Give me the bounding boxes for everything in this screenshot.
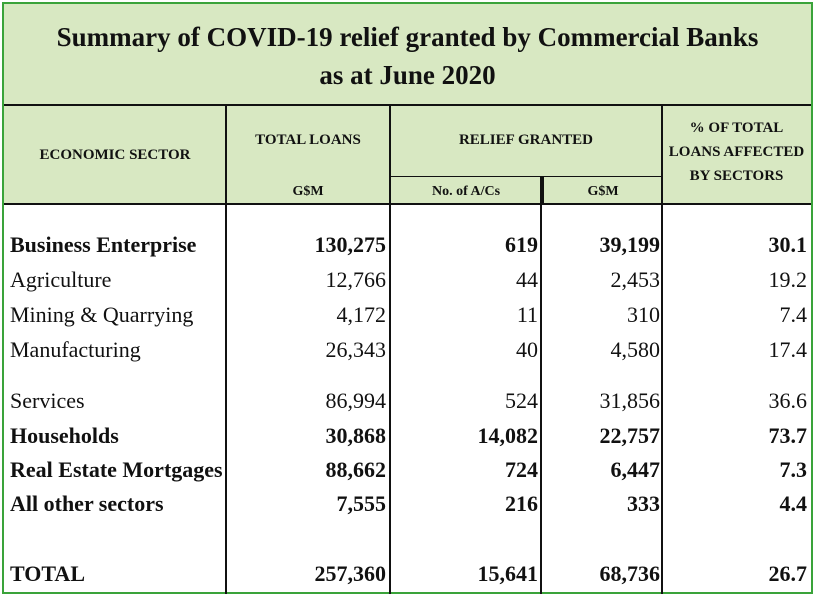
table-row [4, 384, 811, 418]
header-sector-label: ECONOMIC SECTOR [39, 146, 191, 163]
row-relief: 39,199 [599, 232, 660, 257]
title-line-1: Summary of COVID-19 relief granted by Commercial Banks [56, 22, 759, 52]
row-sector: Services [10, 388, 85, 413]
header-relief-unit: G$M [542, 176, 662, 204]
header-total-loans [226, 106, 390, 204]
table-row [4, 263, 811, 297]
row-relief: 22,757 [599, 423, 660, 448]
header-relief-accounts: No. of A/Cs [390, 176, 542, 204]
row-pct: 7.4 [779, 302, 807, 327]
row-sector: Manufacturing [10, 337, 141, 362]
header-pct-line-3: BY SECTORS [689, 168, 784, 184]
row-relief: 310 [627, 302, 660, 327]
header-relief-granted [390, 106, 662, 204]
header-bottom-rule [4, 203, 811, 205]
total-relief: 68,736 [599, 561, 660, 586]
total-row [4, 557, 811, 591]
row-accounts: 524 [505, 388, 538, 413]
row-pct: 4.4 [779, 491, 807, 516]
total-loans: 257,360 [314, 561, 386, 586]
row-total-loans: 88,662 [325, 457, 386, 482]
row-accounts: 724 [505, 457, 538, 482]
row-relief: 333 [627, 491, 660, 516]
row-relief: 6,447 [610, 457, 660, 482]
header-pct-line-2: LOANS AFFECTED [668, 144, 805, 160]
table-row [4, 487, 811, 521]
header-total-loans-label: TOTAL LOANS [255, 132, 361, 148]
row-pct: 30.1 [768, 232, 807, 257]
table-row [4, 453, 811, 487]
table-row [4, 333, 811, 367]
row-pct: 7.3 [779, 457, 807, 482]
row-relief: 4,580 [610, 337, 660, 362]
row-sector: Households [10, 423, 119, 448]
row-pct: 73.7 [768, 423, 807, 448]
table-row [4, 298, 811, 332]
header-total-loans-unit: G$M [292, 184, 324, 199]
row-sector: Business Enterprise [10, 232, 197, 257]
header-economic-sector [4, 106, 226, 204]
row-pct: 36.6 [768, 388, 807, 413]
header-pct-line-1: % OF TOTAL [689, 120, 784, 136]
row-relief: 31,856 [599, 388, 660, 413]
row-total-loans: 12,766 [325, 267, 386, 292]
row-sector: Real Estate Mortgages [10, 457, 223, 482]
row-total-loans: 86,994 [325, 388, 386, 413]
row-sector: Agriculture [10, 267, 112, 292]
row-total-loans: 30,868 [325, 423, 386, 448]
row-total-loans: 26,343 [325, 337, 386, 362]
total-label: TOTAL [10, 561, 85, 586]
row-accounts: 11 [516, 302, 538, 327]
title-line-2: as at June 2020 [319, 60, 496, 90]
table-row [4, 419, 811, 453]
table-row [4, 228, 811, 262]
row-sector: All other sectors [10, 491, 164, 516]
row-accounts: 14,082 [477, 423, 538, 448]
table-title [4, 4, 811, 106]
row-accounts: 216 [505, 491, 538, 516]
row-accounts: 44 [516, 267, 538, 292]
header-relief-label: RELIEF GRANTED [458, 132, 594, 148]
row-total-loans: 4,172 [336, 302, 386, 327]
row-sector: Mining & Quarrying [10, 302, 194, 327]
row-pct: 17.4 [768, 337, 807, 362]
row-pct: 19.2 [768, 267, 807, 292]
row-total-loans: 7,555 [336, 491, 386, 516]
row-total-loans: 130,275 [314, 232, 386, 257]
total-pct: 26.7 [768, 561, 807, 586]
row-accounts: 40 [516, 337, 538, 362]
row-accounts: 619 [505, 232, 538, 257]
row-relief: 2,453 [610, 267, 660, 292]
header-pct-affected [662, 106, 811, 204]
total-accounts: 15,641 [477, 561, 538, 586]
